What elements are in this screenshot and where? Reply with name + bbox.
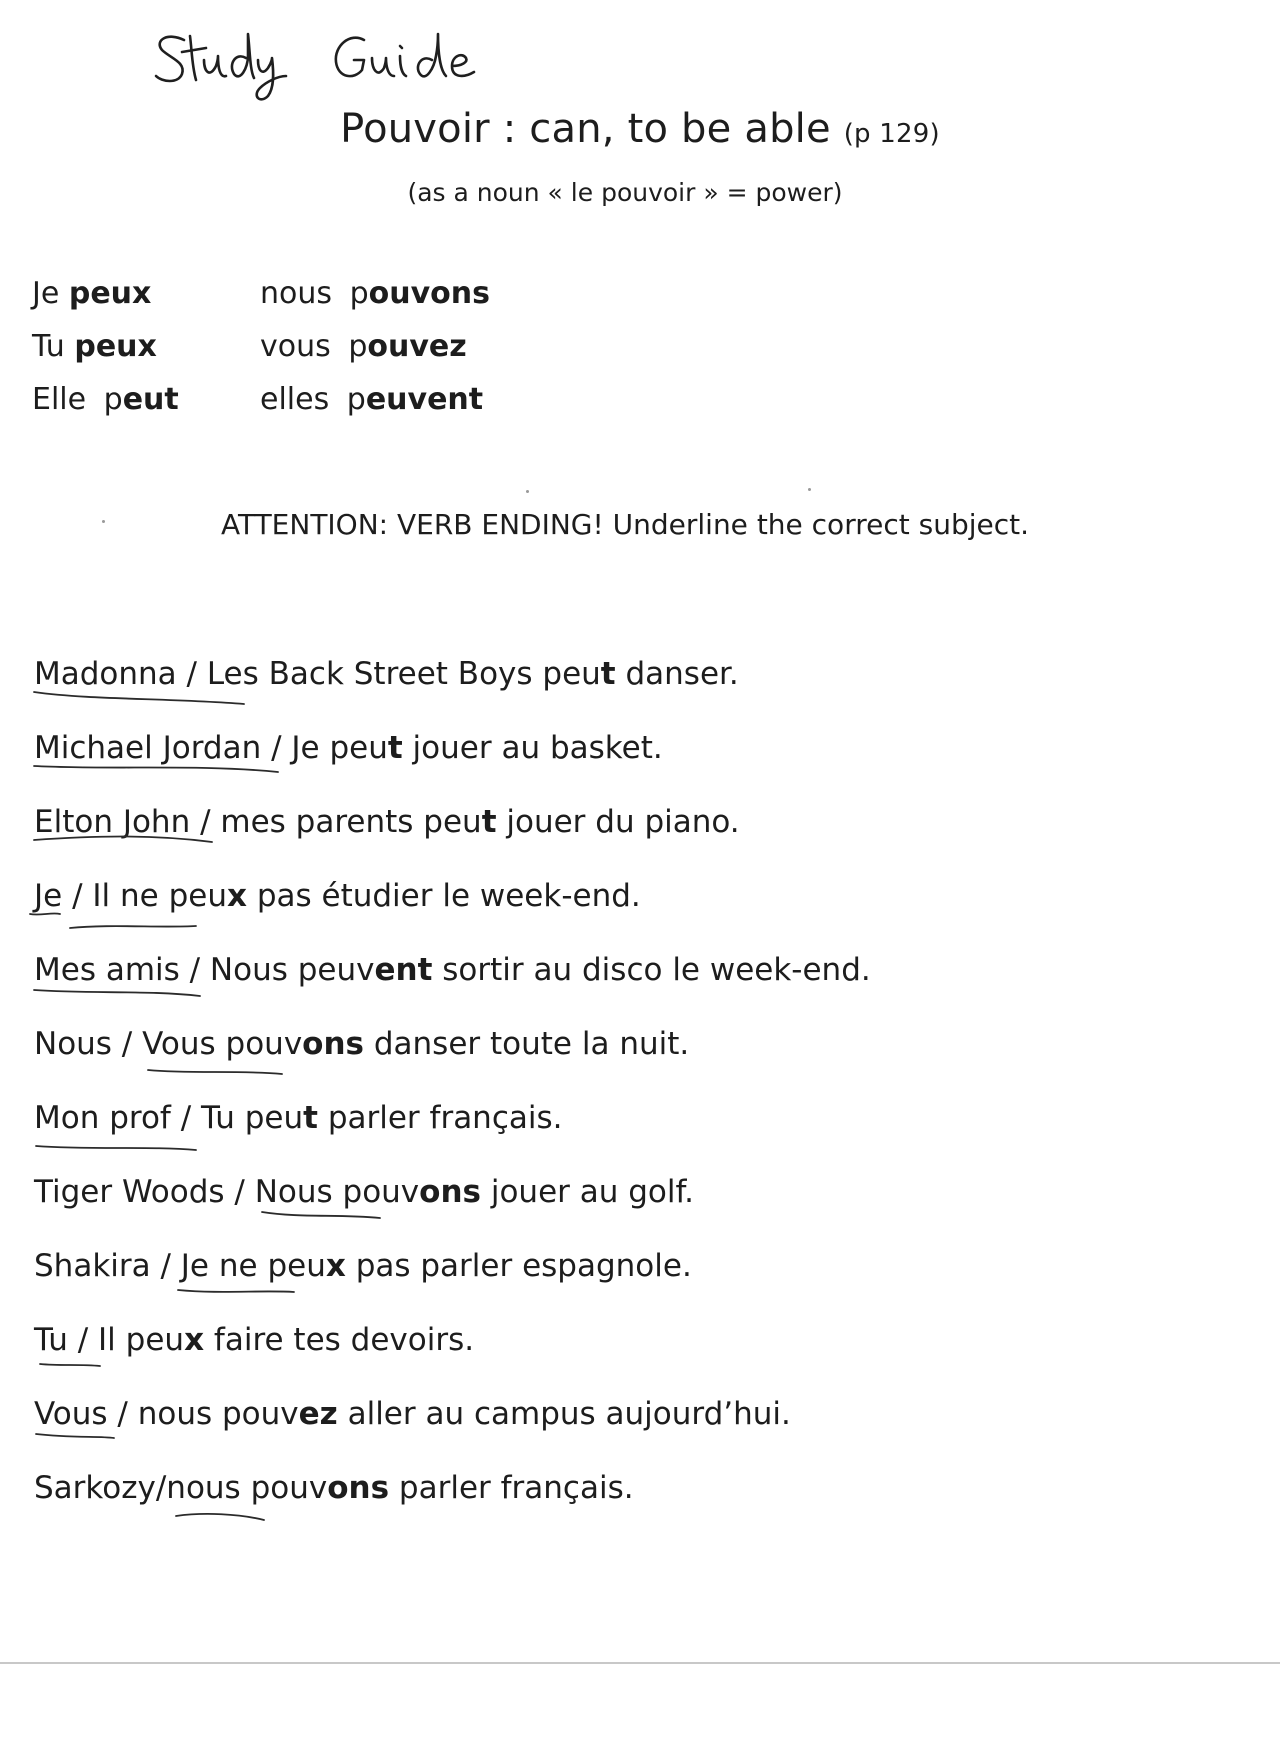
underline-mark — [36, 1434, 114, 1438]
underline-mark — [34, 766, 278, 772]
page-title — [0, 106, 1280, 152]
underline-mark — [34, 990, 200, 996]
underline-mark — [34, 692, 244, 704]
conjugation-je: Je peux — [32, 276, 152, 311]
underline-mark — [30, 913, 196, 928]
page-reference: (p 129) — [843, 119, 940, 149]
exercise-sentence: Sarkozy/nous pouvons parler français. — [34, 1470, 634, 1506]
conjugation-tu: Tu peux — [32, 329, 157, 364]
scan-speck — [526, 490, 529, 493]
exercise-sentence: Tiger Woods / Nous pouvons jouer au golf. — [34, 1174, 695, 1210]
conjugation-vous: vous pouvez — [260, 329, 467, 364]
underline-mark — [262, 1212, 380, 1218]
exercise-sentence: Mes amis / Nous peuvent sortir au disco le week-end. — [34, 952, 871, 988]
exercise-sentence: Mon prof / Tu peut parler français. — [34, 1100, 563, 1136]
exercise-sentence: Nous / Vous pouvons danser toute la nuit. — [34, 1026, 690, 1062]
exercise-sentence: Je / Il ne peux pas étudier le week-end. — [34, 878, 641, 914]
scan-speck — [102, 520, 105, 523]
underline-mark — [178, 1290, 294, 1292]
underline-mark — [40, 1364, 100, 1366]
exercise-sentence: Vous / nous pouvez aller au campus aujourd’hui. — [34, 1396, 791, 1432]
exercise-instruction: ATTENTION: VERB ENDING! Underline the correct subject. — [220, 508, 1029, 541]
underline-mark — [148, 1070, 282, 1074]
exercise-sentence: Tu / Il peux faire tes devoirs. — [34, 1322, 475, 1358]
underline-mark — [36, 1146, 196, 1150]
paper-bottom-edge — [0, 1662, 1280, 1664]
scan-speck — [808, 488, 811, 491]
exercise-sentence: Michael Jordan / Je peut jouer au basket. — [34, 730, 663, 766]
conjugation-elles: elles peuvent — [260, 382, 484, 417]
handwritten-heading — [150, 26, 570, 106]
exercise-sentence: Elton John / mes parents peut jouer du piano. — [34, 804, 740, 840]
page-subtitle: (as a noun « le pouvoir » = power) — [407, 178, 843, 207]
conjugation-elle: Elle peut — [32, 382, 179, 417]
exercise-sentence: Shakira / Je ne peux pas parler espagnole. — [34, 1248, 692, 1284]
exercise-sentence: Madonna / Les Back Street Boys peut danser. — [34, 656, 739, 692]
conjugation-nous: nous pouvons — [260, 276, 490, 311]
title-text: Pouvoir : can, to be able — [340, 106, 831, 152]
underline-mark — [176, 1514, 264, 1520]
